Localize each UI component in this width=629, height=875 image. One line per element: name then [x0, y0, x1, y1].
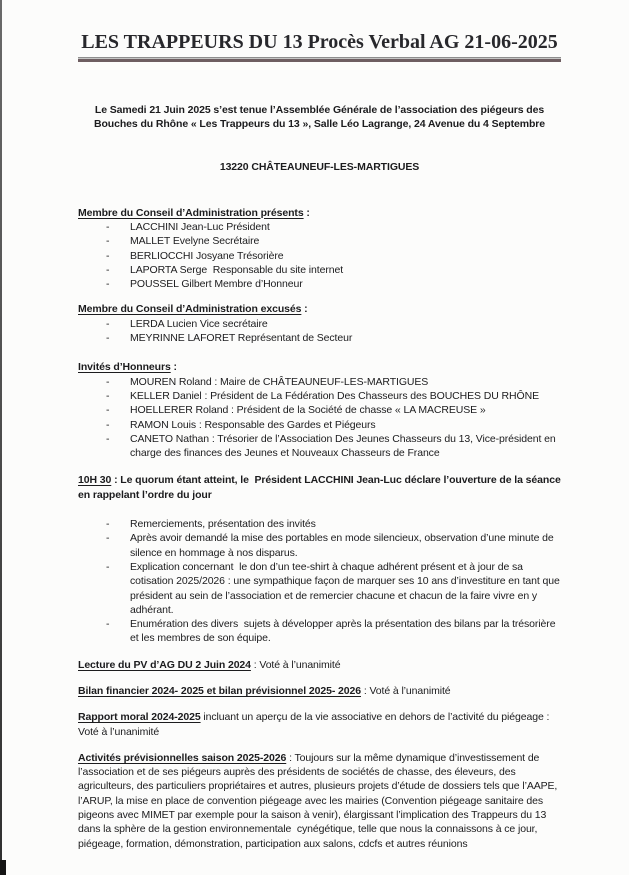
list-item: [78, 389, 561, 403]
list-dash: -: [106, 418, 110, 431]
list-item-text: Après avoir demandé la mise des portables en mode silencieux, observation d’une minute de silence en hommage à nos disparus.: [130, 532, 557, 559]
list-item-text: MEYRINNE LAFORET Représentant de Secteur: [130, 332, 353, 345]
vote-rapport-moral-label: Rapport moral 2024-2025: [78, 711, 201, 724]
intro-paragraph: [78, 74, 561, 203]
list-item-text: LACCHINI Jean-Luc Président: [130, 220, 270, 233]
list-dash: -: [106, 432, 110, 445]
document-title: LES TRAPPEURS DU 13 Procès Verbal AG 21-06-2025: [81, 31, 558, 53]
agenda-bullet-list: [78, 517, 561, 646]
heading-excused-members: [78, 302, 561, 316]
heading-honor-guests-colon: :: [170, 361, 177, 374]
list-item: [78, 560, 561, 617]
list-item: [78, 331, 561, 345]
vote-lecture-pv-result: : Voté à l’unanimité: [250, 658, 341, 671]
list-dash: -: [106, 560, 110, 573]
list-dash: -: [106, 532, 110, 545]
list-item-text: Explication concernant le don d’un tee-shirt à chaque adhérent présent et à jour de sa cotisation 2025/2026 : une sympathique façon de marquer ses 10 ans d’investiture en tant que président au sein de l’association et de remercier chacune et chacun de la faire vivre en y adhérant.: [130, 560, 563, 616]
list-item-text: LERDA Lucien Vice secrétaire: [130, 317, 268, 330]
excused-members-list: [78, 317, 561, 346]
activites-previsionnelles-text: : Toujours sur la même dynamique d’investissement de l’association et de ses piégeurs auprès des présidents de sociétés de chasse, des éleveurs, des agriculteurs, des particuliers propriétaires et autres, plusieurs projets d’étude de dossiers tels que l’AAPE, l’ARUP, la mise en place de convention piégeage avec les mairies (Convention piégeage sanitaire des pigeons avec MIMET par exemple pour la saison à venir), élargissant l’implication des Trappeurs du 13 dans la sphère de la gestion environnementale cynégétique, telle que nous la connaissons à ce jour, piégeage, formation, démonstration, participation aux salons, cdcfs et autres réunions: [78, 751, 561, 850]
list-dash: -: [106, 235, 110, 248]
list-item-text: LAPORTA Serge Responsable du site internet: [130, 263, 344, 276]
paragraph-activites-previsionnelles: [78, 751, 561, 851]
vote-paragraph-lecture-pv: [78, 658, 561, 672]
list-item: [78, 234, 561, 248]
list-dash: -: [106, 618, 110, 631]
vote-paragraph-rapport-moral: [78, 710, 561, 739]
scan-corner-mark: [0, 860, 6, 875]
list-dash: -: [106, 220, 110, 233]
vote-lecture-pv-label: Lecture du PV d’AG DU 2 Juin 2024: [78, 658, 251, 671]
vote-bilan-financier-result: : Voté à l’unanimité: [361, 684, 451, 697]
list-dash: -: [106, 278, 110, 291]
list-item-text: RAMON Louis : Responsable des Gardes et Piégeurs: [130, 418, 376, 431]
list-dash: -: [106, 404, 110, 417]
vote-paragraph-bilan-financier: [78, 684, 561, 698]
heading-honor-guests: [78, 360, 561, 374]
list-item-text: MOUREN Roland : Maire de CHÂTEAUNEUF-LES-MARTIGUES: [130, 375, 429, 388]
list-item: [78, 517, 561, 531]
list-item: [78, 617, 561, 646]
intro-line-main: Le Samedi 21 Juin 2025 s’est tenue l’Assemblée Générale de l’association des piégeurs des Bouches du Rhône « Les Trappeurs du 13 », Salle Léo Lagrange, 24 Avenue du 4 Septembre: [93, 103, 547, 130]
list-dash: -: [106, 375, 110, 388]
honor-guests-list: [78, 375, 561, 461]
list-item: [78, 249, 561, 263]
list-item: [78, 277, 561, 291]
list-item-text: BERLIOCCHI Josyane Trésorière: [130, 249, 284, 262]
list-dash: -: [106, 317, 110, 330]
list-item: [78, 220, 561, 234]
heading-honor-guests-label: Invités d’Honneurs: [78, 361, 171, 374]
intro-line-city: 13220 CHÂTEAUNEUF-LES-MARTIGUES: [219, 160, 420, 173]
vote-bilan-financier-label: Bilan financier 2024- 2025 et bilan prévisionnel 2025- 2026: [78, 684, 361, 697]
scan-edge-left: [0, 0, 2, 875]
list-item: [78, 418, 561, 432]
minutes-document: [78, 0, 564, 851]
list-item-text: KELLER Daniel : Président de La Fédération Des Chasseurs des BOUCHES DU RHÔNE: [130, 389, 539, 402]
list-dash: -: [106, 332, 110, 345]
heading-present-members-label: Membre du Conseil d’Administration présents: [78, 206, 304, 219]
list-item: [78, 432, 561, 461]
list-dash: -: [106, 263, 110, 276]
list-item: [78, 403, 561, 417]
list-dash: -: [106, 389, 110, 402]
list-item: [78, 317, 561, 331]
list-item-text: HOELLERER Roland : Président de la Société de chasse « LA MACREUSE »: [130, 404, 486, 417]
list-item-text: MALLET Evelyne Secrétaire: [130, 235, 260, 248]
heading-present-members-colon: :: [303, 206, 310, 219]
vote-rapport-moral-result: incluant un aperçu de la vie associative en dehors de l’activité du piégeage : Voté à l’unanimité: [78, 711, 553, 738]
present-members-list: [78, 220, 561, 291]
list-item: [78, 375, 561, 389]
session-opening-time: 10H 30: [78, 474, 112, 487]
list-item-text: CANETO Nathan : Trésorier de l’Association Des Jeunes Chasseurs du 13, Vice-président en charge des finances des Jeunes et Nouveaux Chasseurs de France: [130, 432, 559, 460]
session-opening-paragraph: [78, 473, 564, 502]
list-item-text: POUSSEL Gilbert Membre d’Honneur: [130, 278, 303, 291]
session-opening-colon: :: [111, 474, 121, 487]
heading-present-members: [78, 206, 561, 220]
activites-previsionnelles-label: Activités prévisionnelles saison 2025-2026: [78, 751, 287, 764]
heading-excused-members-label: Membre du Conseil d’Administration excusés: [78, 303, 302, 316]
title-rule: [78, 57, 561, 62]
list-item: [78, 531, 561, 560]
list-dash: -: [106, 518, 110, 531]
list-item: [78, 263, 561, 277]
heading-excused-members-colon: :: [301, 303, 308, 316]
list-item-text: Remerciements, présentation des invités: [130, 518, 316, 531]
session-opening-text: Le quorum étant atteint, le Président LACCHINI Jean-Luc déclare l’ouverture de la séance en rappelant l’ordre du jour: [78, 474, 564, 501]
list-dash: -: [106, 249, 110, 262]
list-item-text: Enumération des divers sujets à développer après la présentation des bilans par la trésorière et les membres de son équipe.: [130, 618, 559, 645]
